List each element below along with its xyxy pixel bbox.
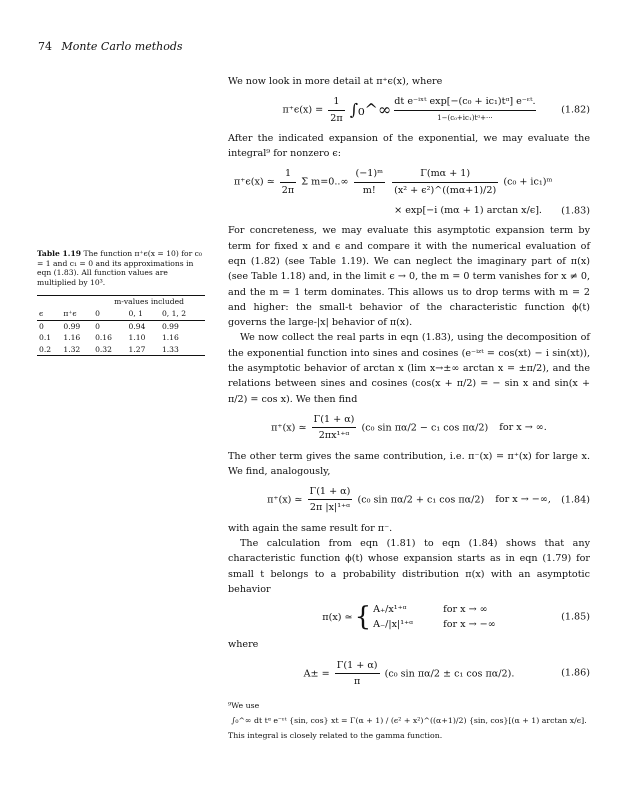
table-cell: 0 <box>39 321 44 331</box>
table-col-header: 0, 1 <box>127 308 160 320</box>
table-col-header: 0 <box>93 308 126 320</box>
eq183-line2: × exp[−i (mα + 1) arctan x/ϵ]. <box>394 205 542 217</box>
eq185-lhs: π(x) ≃ <box>322 611 353 623</box>
table-cell: 1.27 <box>127 344 160 356</box>
eqi-cond: for x → ∞. <box>499 422 547 434</box>
paragraph-3: For concreteness, we may evaluate this asymptotic expansion term by term for fixed x and ϵ and compare it with the numerical evaluation of eqn (1.82) (see Table 1.19). We can neglect the imaginary part of π(x) (see Table 1.18) and, in the limit ϵ → 0, the m = 0 term vanishes for x ≠ 0, and the m = 1 term dominates. This allows us to drop terms with m = 2 and higher: the small-t behavior of the characteristic function ϕ(t) governs the large-|x| behavior of π(x). <box>228 225 590 329</box>
eqi-body: (c₀ sin πα/2 − c₁ cos πα/2) <box>361 422 489 434</box>
eq186-frac-den: π <box>353 675 361 687</box>
eq184-frac-den: 2π |x|¹⁺ᵅ <box>309 502 351 514</box>
eq183-frac1-num: 1 <box>280 166 296 182</box>
eq183-frac2-den: m! <box>362 184 376 196</box>
eq186-number: (1.86) <box>561 667 590 679</box>
equation-1-84 <box>228 484 590 516</box>
paragraph-1: We now look in more detail at π⁺ϵ(x), where <box>228 76 443 87</box>
table-label: Table 1.19 <box>37 249 82 258</box>
table-data <box>37 295 205 356</box>
eq184-frac-num: Γ(1 + α) <box>308 484 353 500</box>
table-col-header: ϵ <box>37 308 61 320</box>
table-row <box>37 320 205 332</box>
eq183-frac3-den: (x² + ϵ²)^((mα+1)/2) <box>394 184 497 196</box>
eq185-cond2: for x → −∞ <box>443 619 496 631</box>
footnote-closing: This integral is closely related to the gamma function. <box>228 731 443 740</box>
table-cell: 0.99 <box>63 321 81 331</box>
eq185-case1: A₊/x¹⁺ᵅ <box>373 604 407 616</box>
table-cell: 0.2 <box>37 344 61 356</box>
table-col-header: 0, 1, 2 <box>160 308 205 320</box>
eq184-body: (c₀ sin πα/2 + c₁ cos πα/2) <box>357 494 485 506</box>
eq183-frac1-den: 2π <box>281 184 295 196</box>
equation-1-83-line1 <box>234 166 590 198</box>
eq182-integral: ∫₀^∞ <box>349 100 392 120</box>
table-cell: 0.1 <box>39 333 52 343</box>
eq184-cond: for x → −∞, <box>495 494 551 506</box>
eq185-number: (1.85) <box>561 611 590 623</box>
paragraph-4: We now collect the real parts in eqn (1.83), using the decomposition of the exponential function into sines and cosines (e⁻ⁱᶻᵗ = cos(xt) − i sin(xt)), the asymptotic behavior of arctan x (lim x→±∞ arctan x = ±π/2), and the relations between sines and cosines (cos(x + π/2) = − sin x and sin(x + π/2) = cos x). We then find <box>228 332 590 405</box>
paragraph-5: The other term gives the same contribution, i.e. π⁻(x) = π⁺(x) for large x. We find, analogously, <box>228 450 590 477</box>
table-cell: 1.16 <box>161 333 179 343</box>
table-cell: 0.32 <box>93 344 126 356</box>
table-cell: 0.99 <box>161 321 179 331</box>
eqi-frac-num: Γ(1 + α) <box>312 412 357 428</box>
footnote <box>228 700 590 741</box>
running-head <box>38 40 183 53</box>
eqi-frac-den: 2πx¹⁺ᵅ <box>318 430 350 442</box>
table-row <box>37 344 205 356</box>
paragraph-2: After the indicated expansion of the exponential, we may evaluate the integral⁹ for nonzero ϵ: <box>228 132 590 160</box>
table-caption <box>37 249 209 287</box>
equation-1-86 <box>228 658 590 690</box>
paragraph-6: with again the same result for π⁻. <box>228 522 393 534</box>
eq184-lhs: π⁺(x) ≃ <box>267 494 303 506</box>
eq183-sum: Σ m=0..∞ <box>301 176 349 188</box>
eq186-body: (c₀ sin πα/2 ± c₁ cos πα/2). <box>384 667 515 679</box>
equation-1-85 <box>228 602 590 632</box>
table-cell: 1.33 <box>160 344 205 356</box>
table-cell: 0.94 <box>128 321 146 331</box>
footnote-intro: ⁹We use <box>228 701 260 710</box>
table-cell: 0 <box>95 321 100 331</box>
eq183-tail: (c₀ + ic₁)ᵐ <box>503 176 553 188</box>
paragraph-7: The calculation from eqn (1.81) to eqn (1.84) shows that any characteristic function ϕ(t) whose expansion starts as in eqn (1.79) for small t belongs to a probability distribution π(x) with an asymptotic behavior <box>228 538 590 595</box>
table-caption-text: The function π⁺ϵ(x = 10) for c₀ = 1 and c₁ = 0 and its approximations in eqn (1.83). All function values are multiplied by 10³. <box>37 249 202 287</box>
table-row <box>37 332 205 344</box>
eq185-case2: A₋/|x|¹⁺ᵅ <box>373 619 413 631</box>
table-col-header: π⁺ϵ <box>61 308 93 320</box>
running-title: Monte Carlo methods <box>61 40 183 53</box>
eq182-body: dt e⁻ⁱˣᵗ exp[−(c₀ + ic₁)tᵅ] e⁻ᵋᵗ. <box>394 96 536 108</box>
eq182-frac-num: 1 <box>328 94 344 110</box>
eq183-lhs: π⁺ϵ(x) ≃ <box>234 176 275 188</box>
equation-inline-asymptotic <box>228 412 590 444</box>
footnote-equation: ∫₀^∞ dt tᵅ e⁻ᵋᵗ {sin, cos} xt = Γ(α + 1) / (ϵ² + x²)^((α+1)/2) {sin, cos}[(α + 1) arctan x/ϵ]. <box>231 716 587 725</box>
table-group-header: m-values included <box>93 296 205 308</box>
table-cell: 1.10 <box>128 333 146 343</box>
eq184-number: (1.84) <box>561 494 590 506</box>
main-text <box>228 74 590 694</box>
eq186-frac-num: Γ(1 + α) <box>335 658 380 674</box>
eq182-lhs: π⁺ϵ(x) = <box>282 104 324 116</box>
equation-1-83-line2 <box>228 203 590 218</box>
table-cell: 0.16 <box>95 333 112 343</box>
eqi-lhs: π⁺(x) ≃ <box>271 422 307 434</box>
eq185-cond1: for x → ∞ <box>443 604 488 616</box>
eq182-number: (1.82) <box>561 104 590 116</box>
eq185-brace: { <box>354 601 372 632</box>
table-cell: 1.16 <box>63 333 81 343</box>
eq182-frac-den: 2π <box>330 112 343 124</box>
eq182-underbrace: 1−(c₀+ic₁)tᵅ+··· <box>394 110 535 126</box>
page-number: 74 <box>38 40 52 53</box>
eq186-lhs: A± = <box>303 667 330 679</box>
paragraph-8: where <box>228 639 259 651</box>
table-cell: 1.32 <box>61 344 93 356</box>
equation-1-82 <box>228 94 590 126</box>
eq183-number: (1.83) <box>561 205 590 217</box>
eq183-frac3-num: Γ(mα + 1) <box>392 166 498 182</box>
table-1-19 <box>37 249 209 356</box>
eq183-frac2-num: (−1)ᵐ <box>354 166 386 182</box>
